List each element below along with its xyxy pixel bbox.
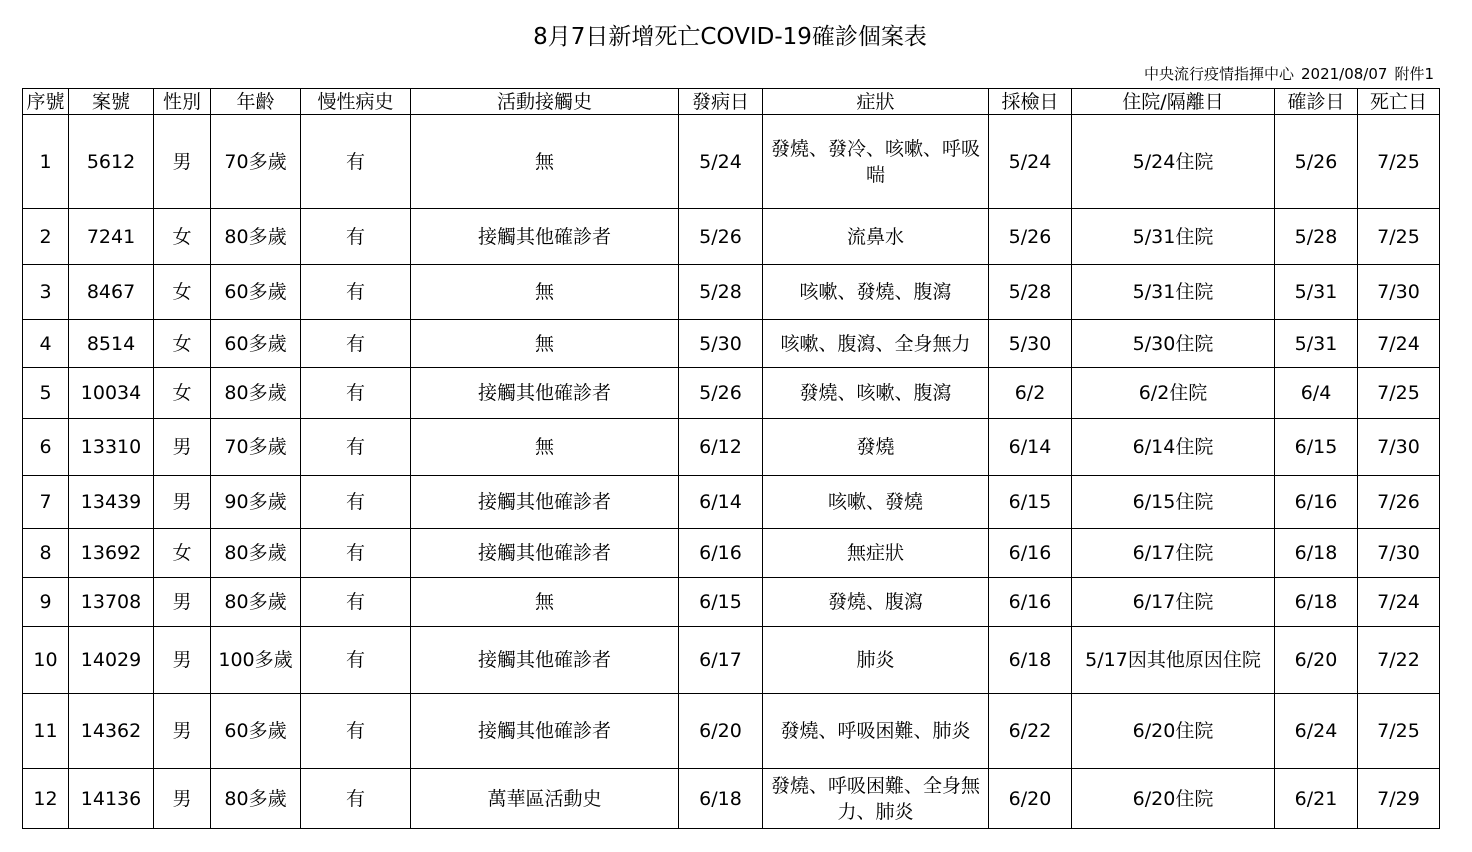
cell-onset: 6/12 bbox=[679, 419, 763, 476]
cell-death: 7/24 bbox=[1358, 578, 1440, 627]
cell-onset: 5/28 bbox=[679, 265, 763, 320]
cell-sex: 男 bbox=[154, 627, 211, 694]
cell-sex: 女 bbox=[154, 320, 211, 368]
cell-onset: 6/16 bbox=[679, 529, 763, 578]
cell-chronic: 有 bbox=[301, 265, 411, 320]
cell-chronic: 有 bbox=[301, 529, 411, 578]
cell-age: 90多歲 bbox=[211, 476, 301, 529]
cell-case-id: 8467 bbox=[69, 265, 154, 320]
column-header-death: 死亡日 bbox=[1358, 89, 1440, 115]
cell-chronic: 有 bbox=[301, 419, 411, 476]
cell-contact: 接觸其他確診者 bbox=[411, 209, 679, 265]
cell-age: 80多歲 bbox=[211, 769, 301, 829]
cell-death: 7/24 bbox=[1358, 320, 1440, 368]
death-cases-table bbox=[22, 88, 1440, 829]
table-row bbox=[23, 627, 1440, 694]
issue-date: 2021/08/07 bbox=[1300, 65, 1388, 83]
cell-age: 60多歲 bbox=[211, 320, 301, 368]
cell-age: 80多歲 bbox=[211, 209, 301, 265]
cell-contact: 接觸其他確診者 bbox=[411, 476, 679, 529]
cell-symptoms: 咳嗽、腹瀉、全身無力 bbox=[763, 320, 989, 368]
cell-case-id: 13692 bbox=[69, 529, 154, 578]
cell-contact: 萬華區活動史 bbox=[411, 769, 679, 829]
column-header-symptoms: 症狀 bbox=[763, 89, 989, 115]
cell-hospitalization: 5/30住院 bbox=[1072, 320, 1275, 368]
cell-sex: 女 bbox=[154, 368, 211, 419]
cell-confirmed: 6/4 bbox=[1275, 368, 1358, 419]
cell-age: 60多歲 bbox=[211, 694, 301, 769]
cell-hospitalization: 5/24住院 bbox=[1072, 115, 1275, 209]
cell-confirmed: 6/18 bbox=[1275, 578, 1358, 627]
column-header-seq: 序號 bbox=[23, 89, 69, 115]
column-header-sampling: 採檢日 bbox=[989, 89, 1072, 115]
cell-age: 80多歲 bbox=[211, 578, 301, 627]
cell-confirmed: 6/18 bbox=[1275, 529, 1358, 578]
cell-onset: 6/18 bbox=[679, 769, 763, 829]
document-title: 8月7日新增死亡COVID-19確診個案表 bbox=[533, 24, 927, 50]
table-row bbox=[23, 694, 1440, 769]
cell-death: 7/25 bbox=[1358, 368, 1440, 419]
cell-sex: 女 bbox=[154, 529, 211, 578]
table-row bbox=[23, 769, 1440, 829]
cell-age: 70多歲 bbox=[211, 115, 301, 209]
cell-onset: 5/30 bbox=[679, 320, 763, 368]
cell-chronic: 有 bbox=[301, 209, 411, 265]
cell-case-id: 13310 bbox=[69, 419, 154, 476]
cell-confirmed: 6/20 bbox=[1275, 627, 1358, 694]
table-row bbox=[23, 320, 1440, 368]
cell-sex: 男 bbox=[154, 419, 211, 476]
cell-onset: 5/24 bbox=[679, 115, 763, 209]
cell-sampling: 6/15 bbox=[989, 476, 1072, 529]
cell-onset: 6/17 bbox=[679, 627, 763, 694]
column-header-onset: 發病日 bbox=[679, 89, 763, 115]
cell-sampling: 5/30 bbox=[989, 320, 1072, 368]
table-row bbox=[23, 476, 1440, 529]
cell-hospitalization: 5/31住院 bbox=[1072, 265, 1275, 320]
table-row bbox=[23, 419, 1440, 476]
table-header-row bbox=[23, 89, 1440, 115]
cell-death: 7/29 bbox=[1358, 769, 1440, 829]
cell-hospitalization: 5/31住院 bbox=[1072, 209, 1275, 265]
cell-sampling: 6/16 bbox=[989, 529, 1072, 578]
cell-seq: 4 bbox=[23, 320, 69, 368]
table-row bbox=[23, 209, 1440, 265]
cell-seq: 5 bbox=[23, 368, 69, 419]
cell-sex: 男 bbox=[154, 578, 211, 627]
cell-sex: 男 bbox=[154, 115, 211, 209]
cell-hospitalization: 6/20住院 bbox=[1072, 769, 1275, 829]
cell-confirmed: 6/21 bbox=[1275, 769, 1358, 829]
cell-seq: 11 bbox=[23, 694, 69, 769]
cell-death: 7/30 bbox=[1358, 529, 1440, 578]
cell-contact: 無 bbox=[411, 115, 679, 209]
column-header-confirmed: 確診日 bbox=[1275, 89, 1358, 115]
document-source-line bbox=[1144, 64, 1434, 84]
cell-symptoms: 肺炎 bbox=[763, 627, 989, 694]
cell-contact: 接觸其他確診者 bbox=[411, 694, 679, 769]
cell-age: 60多歲 bbox=[211, 265, 301, 320]
cell-death: 7/25 bbox=[1358, 694, 1440, 769]
cell-symptoms: 發燒、呼吸困難、全身無力、肺炎 bbox=[763, 769, 989, 829]
cell-sex: 男 bbox=[154, 476, 211, 529]
table-row bbox=[23, 578, 1440, 627]
cell-death: 7/25 bbox=[1358, 209, 1440, 265]
cell-death: 7/26 bbox=[1358, 476, 1440, 529]
cell-seq: 8 bbox=[23, 529, 69, 578]
cell-sex: 女 bbox=[154, 265, 211, 320]
cell-chronic: 有 bbox=[301, 694, 411, 769]
cell-contact: 無 bbox=[411, 265, 679, 320]
cell-contact: 無 bbox=[411, 578, 679, 627]
table-row bbox=[23, 368, 1440, 419]
cell-hospitalization: 6/2住院 bbox=[1072, 368, 1275, 419]
cell-sampling: 6/16 bbox=[989, 578, 1072, 627]
cell-confirmed: 6/15 bbox=[1275, 419, 1358, 476]
cell-confirmed: 6/16 bbox=[1275, 476, 1358, 529]
column-header-age: 年齡 bbox=[211, 89, 301, 115]
column-header-sex: 性別 bbox=[154, 89, 211, 115]
cell-seq: 10 bbox=[23, 627, 69, 694]
cell-sampling: 6/20 bbox=[989, 769, 1072, 829]
cell-age: 100多歲 bbox=[211, 627, 301, 694]
cell-chronic: 有 bbox=[301, 320, 411, 368]
column-header-hospitalization: 住院/隔離日 bbox=[1072, 89, 1275, 115]
table-row bbox=[23, 265, 1440, 320]
cell-onset: 6/20 bbox=[679, 694, 763, 769]
cell-symptoms: 發燒、發冷、咳嗽、呼吸喘 bbox=[763, 115, 989, 209]
cell-chronic: 有 bbox=[301, 115, 411, 209]
cell-death: 7/30 bbox=[1358, 419, 1440, 476]
cell-confirmed: 6/24 bbox=[1275, 694, 1358, 769]
issuer-label: 中央流行疫情指揮中心 bbox=[1143, 65, 1294, 83]
cell-hospitalization: 5/17因其他原因住院 bbox=[1072, 627, 1275, 694]
cell-sampling: 5/26 bbox=[989, 209, 1072, 265]
cell-sampling: 6/22 bbox=[989, 694, 1072, 769]
cell-sampling: 6/14 bbox=[989, 419, 1072, 476]
cell-confirmed: 5/28 bbox=[1275, 209, 1358, 265]
cell-symptoms: 發燒 bbox=[763, 419, 989, 476]
cell-seq: 12 bbox=[23, 769, 69, 829]
cell-death: 7/22 bbox=[1358, 627, 1440, 694]
table-row bbox=[23, 115, 1440, 209]
cell-seq: 6 bbox=[23, 419, 69, 476]
cell-sampling: 5/28 bbox=[989, 265, 1072, 320]
cell-age: 80多歲 bbox=[211, 529, 301, 578]
cell-sex: 男 bbox=[154, 694, 211, 769]
cell-onset: 5/26 bbox=[679, 368, 763, 419]
cell-confirmed: 5/31 bbox=[1275, 320, 1358, 368]
cell-age: 70多歲 bbox=[211, 419, 301, 476]
cell-seq: 7 bbox=[23, 476, 69, 529]
cell-onset: 6/14 bbox=[679, 476, 763, 529]
cell-case-id: 13439 bbox=[69, 476, 154, 529]
column-header-chronic: 慢性病史 bbox=[301, 89, 411, 115]
column-header-contact: 活動接觸史 bbox=[411, 89, 679, 115]
cell-death: 7/30 bbox=[1358, 265, 1440, 320]
cell-case-id: 13708 bbox=[69, 578, 154, 627]
cell-symptoms: 發燒、呼吸困難、肺炎 bbox=[763, 694, 989, 769]
cell-contact: 無 bbox=[411, 419, 679, 476]
cell-case-id: 7241 bbox=[69, 209, 154, 265]
cell-symptoms: 咳嗽、發燒 bbox=[763, 476, 989, 529]
cell-case-id: 14362 bbox=[69, 694, 154, 769]
cell-contact: 接觸其他確診者 bbox=[411, 529, 679, 578]
cell-hospitalization: 6/20住院 bbox=[1072, 694, 1275, 769]
cell-seq: 1 bbox=[23, 115, 69, 209]
cell-contact: 接觸其他確診者 bbox=[411, 627, 679, 694]
cell-case-id: 10034 bbox=[69, 368, 154, 419]
cell-symptoms: 咳嗽、發燒、腹瀉 bbox=[763, 265, 989, 320]
cell-sex: 女 bbox=[154, 209, 211, 265]
cell-symptoms: 無症狀 bbox=[763, 529, 989, 578]
cell-case-id: 14029 bbox=[69, 627, 154, 694]
cell-contact: 接觸其他確診者 bbox=[411, 368, 679, 419]
cell-chronic: 有 bbox=[301, 578, 411, 627]
cell-confirmed: 5/31 bbox=[1275, 265, 1358, 320]
cell-case-id: 8514 bbox=[69, 320, 154, 368]
cell-contact: 無 bbox=[411, 320, 679, 368]
cell-sampling: 6/18 bbox=[989, 627, 1072, 694]
cell-sampling: 5/24 bbox=[989, 115, 1072, 209]
cell-hospitalization: 6/17住院 bbox=[1072, 578, 1275, 627]
cell-sampling: 6/2 bbox=[989, 368, 1072, 419]
cell-case-id: 5612 bbox=[69, 115, 154, 209]
table-row bbox=[23, 529, 1440, 578]
cell-onset: 5/26 bbox=[679, 209, 763, 265]
cell-chronic: 有 bbox=[301, 769, 411, 829]
cell-age: 80多歲 bbox=[211, 368, 301, 419]
cell-symptoms: 發燒、腹瀉 bbox=[763, 578, 989, 627]
column-header-case-id: 案號 bbox=[69, 89, 154, 115]
cell-hospitalization: 6/14住院 bbox=[1072, 419, 1275, 476]
cell-case-id: 14136 bbox=[69, 769, 154, 829]
cell-seq: 3 bbox=[23, 265, 69, 320]
cell-sex: 男 bbox=[154, 769, 211, 829]
cell-hospitalization: 6/17住院 bbox=[1072, 529, 1275, 578]
cell-chronic: 有 bbox=[301, 627, 411, 694]
cell-seq: 2 bbox=[23, 209, 69, 265]
cell-symptoms: 發燒、咳嗽、腹瀉 bbox=[763, 368, 989, 419]
cell-onset: 6/15 bbox=[679, 578, 763, 627]
cell-confirmed: 5/26 bbox=[1275, 115, 1358, 209]
cell-hospitalization: 6/15住院 bbox=[1072, 476, 1275, 529]
cell-seq: 9 bbox=[23, 578, 69, 627]
cell-chronic: 有 bbox=[301, 476, 411, 529]
cell-death: 7/25 bbox=[1358, 115, 1440, 209]
attachment-label: 附件1 bbox=[1394, 65, 1434, 83]
cell-symptoms: 流鼻水 bbox=[763, 209, 989, 265]
cell-chronic: 有 bbox=[301, 368, 411, 419]
